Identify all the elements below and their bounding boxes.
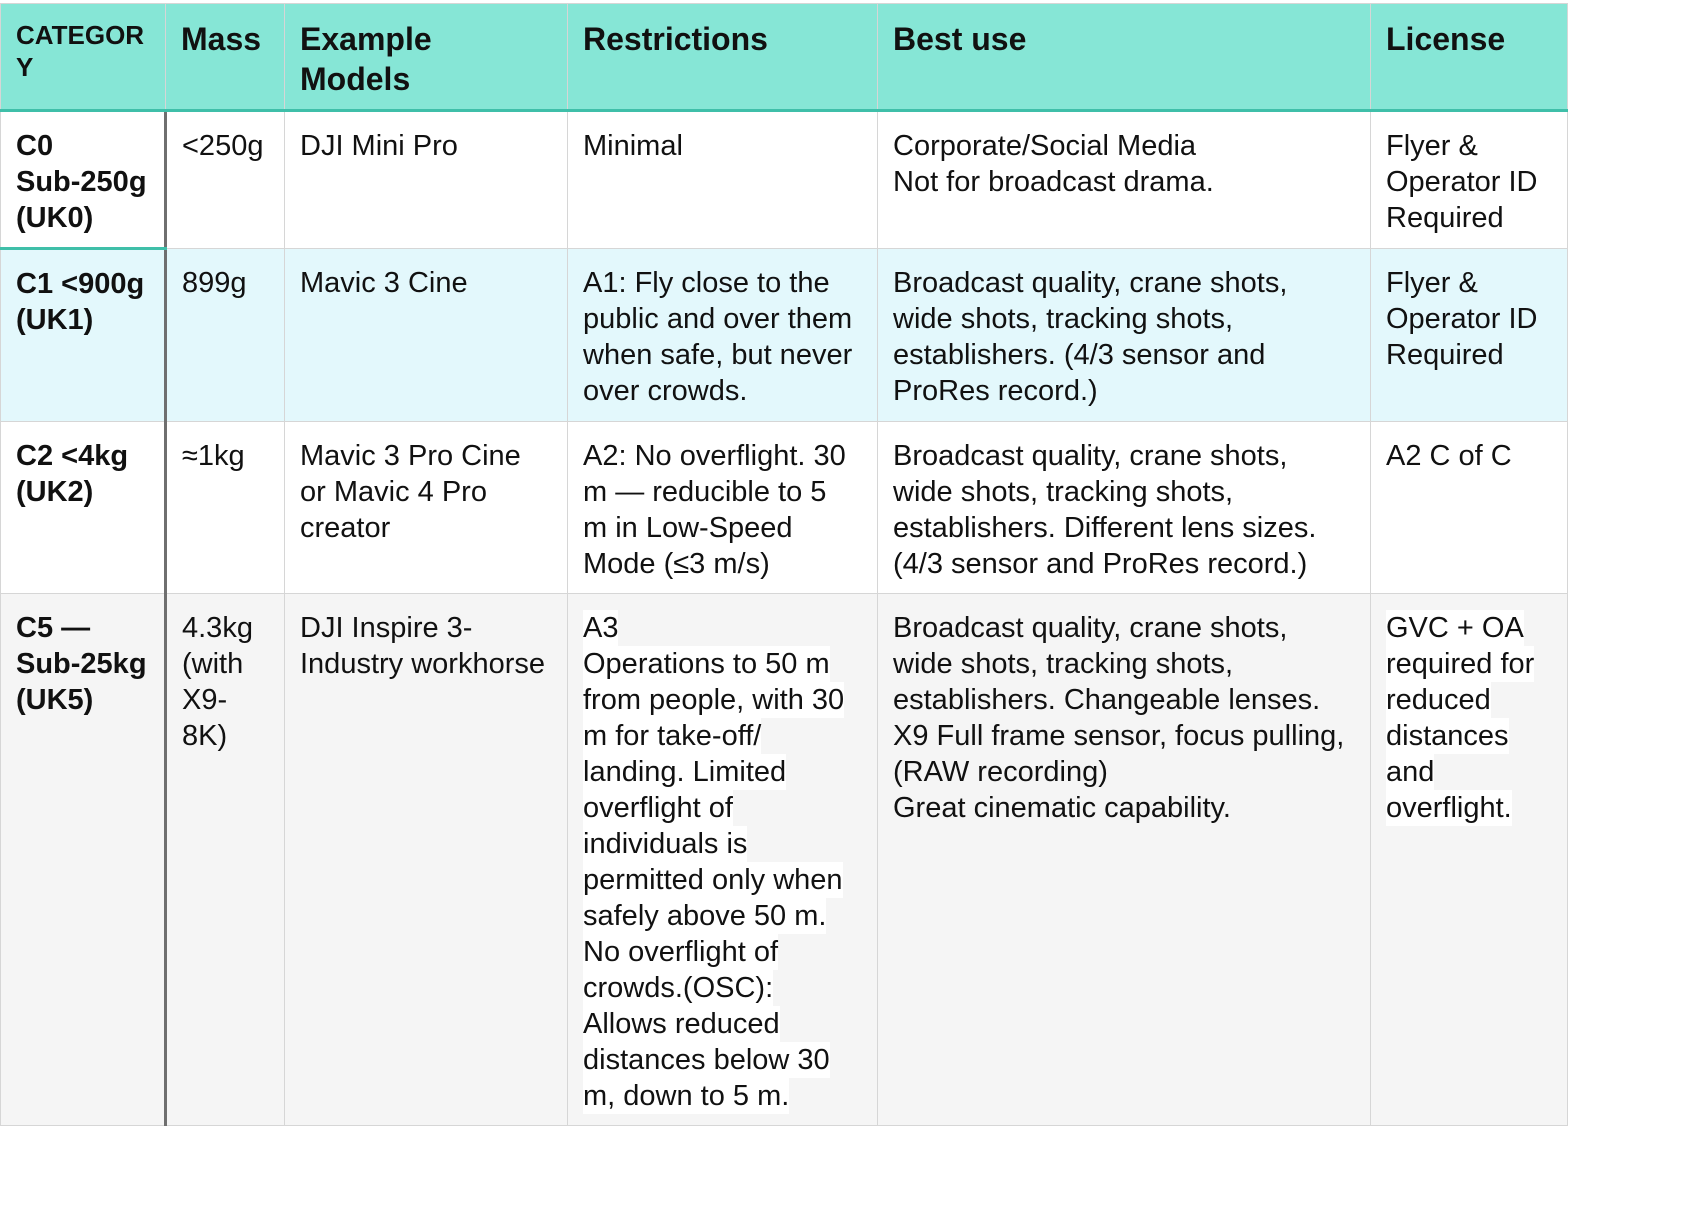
cell-text-line: landing. Limited [583, 756, 787, 788]
table-row [1, 594, 1568, 1126]
cell-text-line: wide shots, tracking shots, [893, 303, 1234, 335]
cell-text-line: permitted only when [583, 864, 843, 896]
example-models-cell [285, 594, 568, 1126]
cell-text-line: X9-8K) [182, 684, 228, 752]
category-cell [1, 249, 166, 422]
table-row [1, 422, 1568, 594]
cell-text-line: (UK2) [16, 476, 94, 508]
header-text: Models [300, 61, 411, 97]
cell-text-line: (with [182, 648, 244, 680]
cell-text-line: public and over them [583, 303, 853, 335]
cell-text-line: Broadcast quality, crane shots, [893, 267, 1288, 299]
cell-text-line: establishers. Changeable lenses. [893, 684, 1321, 716]
header-license: License [1371, 4, 1568, 111]
example-models-cell [285, 111, 568, 249]
cell-text-line: m, down to 5 m. [583, 1080, 790, 1112]
cell-text-line: Required [1386, 339, 1504, 371]
header-text: Y [16, 52, 34, 82]
cell-text-line: ≈1kg [182, 440, 245, 472]
cell-text-line: m in Low-Speed [583, 512, 793, 544]
license-cell [1371, 249, 1568, 422]
header-best-use: Best use [878, 4, 1371, 111]
cell-text-line: Mode (≤3 m/s) [583, 548, 770, 580]
cell-text-line: overflight of [583, 792, 733, 824]
restrictions-cell [568, 594, 878, 1126]
cell-text-line: Allows reduced [583, 1008, 780, 1040]
cell-text-line: (UK0) [16, 202, 94, 234]
cell-text-line: DJI Inspire 3- [300, 612, 473, 644]
category-cell [1, 111, 166, 249]
mass-cell [166, 422, 285, 594]
mass-cell [166, 111, 285, 249]
cell-text-line: <250g [182, 130, 264, 162]
cell-text-line: establishers. (4/3 sensor and [893, 339, 1266, 371]
cell-text-line: Corporate/Social Media [893, 130, 1197, 162]
cell-text-line: Great cinematic capability. [893, 792, 1231, 824]
header-text: CATEGOR [16, 20, 145, 50]
best-use-cell [878, 111, 1371, 249]
header-mass: Mass [166, 4, 285, 111]
cell-text-line: C1 <900g [16, 268, 145, 300]
cell-text-line: (RAW recording) [893, 756, 1108, 788]
category-cell [1, 422, 166, 594]
cell-text-line: wide shots, tracking shots, [893, 648, 1234, 680]
cell-text-line: Operations to 50 m [583, 648, 830, 680]
cell-text-line: crowds.(OSC): [583, 972, 774, 1004]
cell-text-line: when safe, but never [583, 339, 853, 371]
cell-text-line: safely above 50 m. [583, 900, 827, 932]
cell-text-line: wide shots, tracking shots, [893, 476, 1234, 508]
cell-text-line: Flyer & [1386, 267, 1478, 299]
cell-text-line: C5 — [16, 612, 91, 644]
cell-text-line: and [1386, 756, 1435, 788]
cell-text-line: (UK5) [16, 684, 94, 716]
cell-text-line: 4.3kg [182, 612, 253, 644]
header-example-models [285, 4, 568, 111]
table-row [1, 249, 1568, 422]
best-use-cell [878, 422, 1371, 594]
cell-text-line: reduced [1386, 684, 1491, 716]
cell-text-line: Mavic 3 Pro Cine [300, 440, 521, 472]
cell-text-line: A2: No overflight. 30 [583, 440, 846, 472]
cell-text-line: required for [1386, 648, 1535, 680]
cell-text-line: A3 [583, 612, 619, 644]
restrictions-cell [568, 422, 878, 594]
cell-text-line: (4/3 sensor and ProRes record.) [893, 548, 1308, 580]
cell-text-line: C0 [16, 130, 54, 162]
license-cell [1371, 111, 1568, 249]
license-cell [1371, 422, 1568, 594]
cell-text-line: Broadcast quality, crane shots, [893, 440, 1288, 472]
cell-text-line: m — reducible to 5 [583, 476, 827, 508]
cell-text-line: overflight. [1386, 792, 1512, 824]
license-cell [1371, 594, 1568, 1126]
cell-text-line: Sub-25kg [16, 648, 147, 680]
cell-text-line: Operator ID [1386, 166, 1538, 198]
cell-text-line: creator [300, 512, 391, 544]
cell-text-line: Operator ID [1386, 303, 1538, 335]
cell-text-line: distances below 30 [583, 1044, 830, 1076]
cell-text-line: m for take-off/ [583, 720, 762, 752]
example-models-cell [285, 422, 568, 594]
cell-text-line: Industry workhorse [300, 648, 545, 680]
cell-text-line: distances [1386, 720, 1509, 752]
header-text: Example [300, 21, 432, 57]
mass-cell [166, 249, 285, 422]
cell-text-line: over crowds. [583, 375, 748, 407]
cell-text-line: C2 <4kg [16, 440, 129, 472]
cell-text-line: or Mavic 4 Pro [300, 476, 487, 508]
cell-text-line: A2 C of C [1386, 440, 1512, 472]
cell-text-line: establishers. Different lens sizes. [893, 512, 1317, 544]
cell-text-line: A1: Fly close to the [583, 267, 830, 299]
cell-text-line: 899g [182, 267, 247, 299]
cell-text-line: DJI Mini Pro [300, 130, 458, 162]
cell-text-line: Mavic 3 Cine [300, 267, 468, 299]
cell-text-line: GVC + OA [1386, 612, 1524, 644]
example-models-cell [285, 249, 568, 422]
cell-text-line: X9 Full frame sensor, focus pulling, [893, 720, 1345, 752]
cell-text-line: Required [1386, 202, 1504, 234]
header-category [1, 4, 166, 111]
cell-text-line: from people, with 30 [583, 684, 845, 716]
header-row [1, 4, 1568, 111]
cell-text-line: No overflight of [583, 936, 779, 968]
drone-categories-table [0, 3, 1568, 1126]
best-use-cell [878, 594, 1371, 1126]
mass-cell [166, 594, 285, 1126]
cell-text-line: (UK1) [16, 304, 94, 336]
header-restrictions: Restrictions [568, 4, 878, 111]
cell-text-line: Minimal [583, 130, 683, 162]
cell-text-line: individuals is [583, 828, 748, 860]
cell-text-line: ProRes record.) [893, 375, 1098, 407]
restrictions-cell [568, 111, 878, 249]
cell-text-line: Flyer & [1386, 130, 1478, 162]
cell-text-line: Sub-250g [16, 166, 147, 198]
best-use-cell [878, 249, 1371, 422]
cell-text-line: Broadcast quality, crane shots, [893, 612, 1288, 644]
table-row [1, 111, 1568, 249]
restrictions-cell [568, 249, 878, 422]
cell-text-line: Not for broadcast drama. [893, 166, 1214, 198]
category-cell [1, 594, 166, 1126]
